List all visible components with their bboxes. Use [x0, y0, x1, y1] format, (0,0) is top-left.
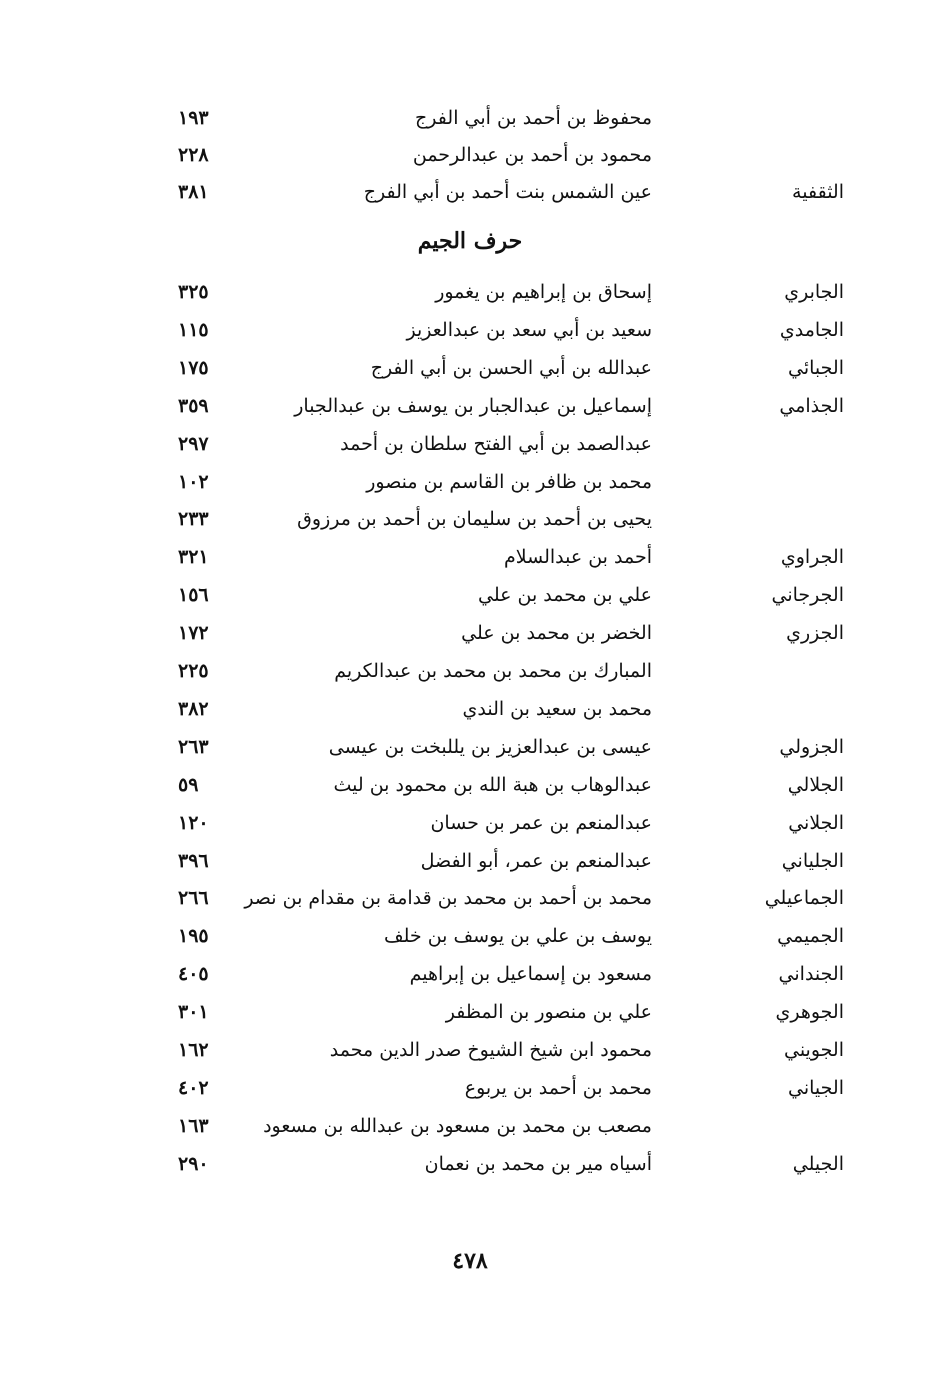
person-name: إسحاق بن إبراهيم بن يغمور: [435, 281, 652, 303]
index-row: [0, 842, 940, 880]
index-row: [0, 993, 940, 1031]
nisba-label: الجنداني: [778, 963, 844, 985]
person-name: المبارك بن محمد بن محمد بن عبدالكريم: [334, 660, 652, 682]
index-row: [0, 538, 940, 576]
nisba-label: الجيلي: [792, 1153, 844, 1175]
page-reference: ٢٢٥: [178, 660, 209, 682]
page-reference: ٣٢٥: [178, 281, 209, 303]
index-row: [0, 1069, 940, 1107]
person-name: محمد بن ظافر بن القاسم بن منصور: [366, 471, 652, 493]
person-name: محمد بن أحمد بن محمد بن قدامة بن مقدام بن نصر: [244, 887, 652, 909]
index-row: [0, 500, 940, 538]
section-heading: حرف الجيم: [417, 228, 523, 254]
index-row: [0, 917, 940, 955]
page-reference: ٥٩: [178, 774, 199, 796]
index-row: [0, 804, 940, 842]
person-name: محفوظ بن أحمد بن أبي الفرج: [415, 107, 652, 129]
person-name: الخضر بن محمد بن علي: [461, 622, 652, 644]
index-row: [0, 955, 940, 993]
page-reference: ١٩٣: [178, 107, 209, 129]
person-name: أسياه مير بن محمد بن نعمان: [424, 1153, 652, 1175]
index-row: [0, 273, 940, 311]
page-reference: ٢٣٣: [178, 508, 209, 530]
person-name: عبدالمنعم بن عمر، أبو الفضل: [420, 850, 652, 872]
page-reference: ١٥٦: [178, 584, 209, 606]
nisba-label: الجلاني: [788, 812, 844, 834]
person-name: يحيى بن أحمد بن سليمان بن أحمد بن مرزوق: [297, 508, 652, 530]
person-name: محمد بن أحمد بن يربوع: [464, 1077, 652, 1099]
page-reference: ٢٩٠: [178, 1153, 209, 1175]
index-row: [0, 728, 940, 766]
person-name: عبدالمنعم بن عمر بن حسان: [430, 812, 652, 834]
nisba-label: الجميمي: [777, 925, 844, 947]
person-name: يوسف بن علي بن يوسف بن خلف: [383, 925, 652, 947]
nisba-label: الجويني: [783, 1039, 844, 1061]
index-row: [0, 173, 940, 211]
nisba-label: الجلالي: [787, 774, 844, 796]
page-number: ٤٧٨: [452, 1248, 488, 1274]
person-name: سعيد بن أبي سعد بن عبدالعزيز: [406, 319, 652, 341]
index-row: [0, 766, 940, 804]
person-name: عبدالله بن أبي الحسن بن أبي الفرج: [370, 357, 652, 379]
person-name: إسماعيل بن عبدالجبار بن يوسف بن عبدالجبار: [294, 395, 652, 417]
page-reference: ٤٠٢: [178, 1077, 209, 1099]
person-name: محمد بن سعيد بن الندي: [462, 698, 652, 720]
person-name: عبدالصمد بن أبي الفتح سلطان بن أحمد: [340, 433, 652, 455]
page-reference: ٢٦٣: [178, 736, 209, 758]
nisba-label: الجامدي: [779, 319, 844, 341]
nisba-label: الجوهري: [775, 1001, 844, 1023]
page-reference: ٢٩٧: [178, 433, 209, 455]
page-reference: ٣٠١: [178, 1001, 209, 1023]
person-name: علي بن منصور بن المظفر: [445, 1001, 652, 1023]
page-reference: ٣٨١: [178, 181, 209, 203]
index-row: [0, 614, 940, 652]
page-reference: ١٢٠: [178, 812, 209, 834]
nisba-label: الجزري: [786, 622, 844, 644]
page-reference: ١٠٢: [178, 471, 209, 493]
nisba-label: الجبائي: [788, 357, 844, 379]
nisba-label: الجابري: [784, 281, 844, 303]
index-row: [0, 136, 940, 174]
nisba-label: الجلياني: [781, 850, 844, 872]
person-name: محمود ابن شيخ الشيوخ صدر الدين محمد: [329, 1039, 652, 1061]
page-reference: ١٧٢: [178, 622, 209, 644]
nisba-label: الجماعيلي: [764, 887, 844, 909]
person-name: عبدالوهاب بن هبة الله بن محمود بن ليث: [333, 774, 652, 796]
nisba-label: الجراوي: [780, 546, 844, 568]
index-row: [0, 387, 940, 425]
page-reference: ٣٥٩: [178, 395, 209, 417]
index-row: [0, 690, 940, 728]
index-row: [0, 1031, 940, 1069]
person-name: عيسى بن عبدالعزيز بن يللبخت بن عيسى: [328, 736, 652, 758]
nisba-label: الجرجاني: [771, 584, 844, 606]
page-reference: ١٦٢: [178, 1039, 209, 1061]
page-reference: ٣٢١: [178, 546, 209, 568]
index-row: [0, 1107, 940, 1145]
page-reference: ١٧٥: [178, 357, 209, 379]
nisba-label: الجزولي: [779, 736, 844, 758]
page-reference: ٢٦٦: [178, 887, 209, 909]
nisba-label: الثقفية: [792, 181, 844, 203]
page-reference: ٣٨٢: [178, 698, 209, 720]
page-reference: ١٦٣: [178, 1115, 209, 1137]
person-name: مسعود بن إسماعيل بن إبراهيم: [409, 963, 652, 985]
page-reference: ٢٢٨: [178, 144, 209, 166]
index-row: [0, 463, 940, 501]
person-name: علي بن محمد بن علي: [478, 584, 652, 606]
index-row: [0, 576, 940, 614]
index-row: [0, 652, 940, 690]
person-name: أحمد بن عبدالسلام: [504, 546, 652, 568]
person-name: عين الشمس بنت أحمد بن أبي الفرج: [363, 181, 652, 203]
nisba-label: الجياني: [788, 1077, 844, 1099]
page-reference: ٤٠٥: [178, 963, 209, 985]
person-name: محمود بن أحمد بن عبدالرحمن: [412, 144, 652, 166]
nisba-label: الجذامي: [779, 395, 844, 417]
index-row: [0, 1145, 940, 1183]
index-row: [0, 311, 940, 349]
page-reference: ١٩٥: [178, 925, 209, 947]
person-name: مصعب بن محمد بن مسعود بن عبدالله بن مسعود: [263, 1115, 652, 1137]
page-reference: ٣٩٦: [178, 850, 209, 872]
page-reference: ١١٥: [178, 319, 209, 341]
index-row: [0, 879, 940, 917]
index-row: [0, 99, 940, 137]
index-row: [0, 349, 940, 387]
index-row: [0, 425, 940, 463]
